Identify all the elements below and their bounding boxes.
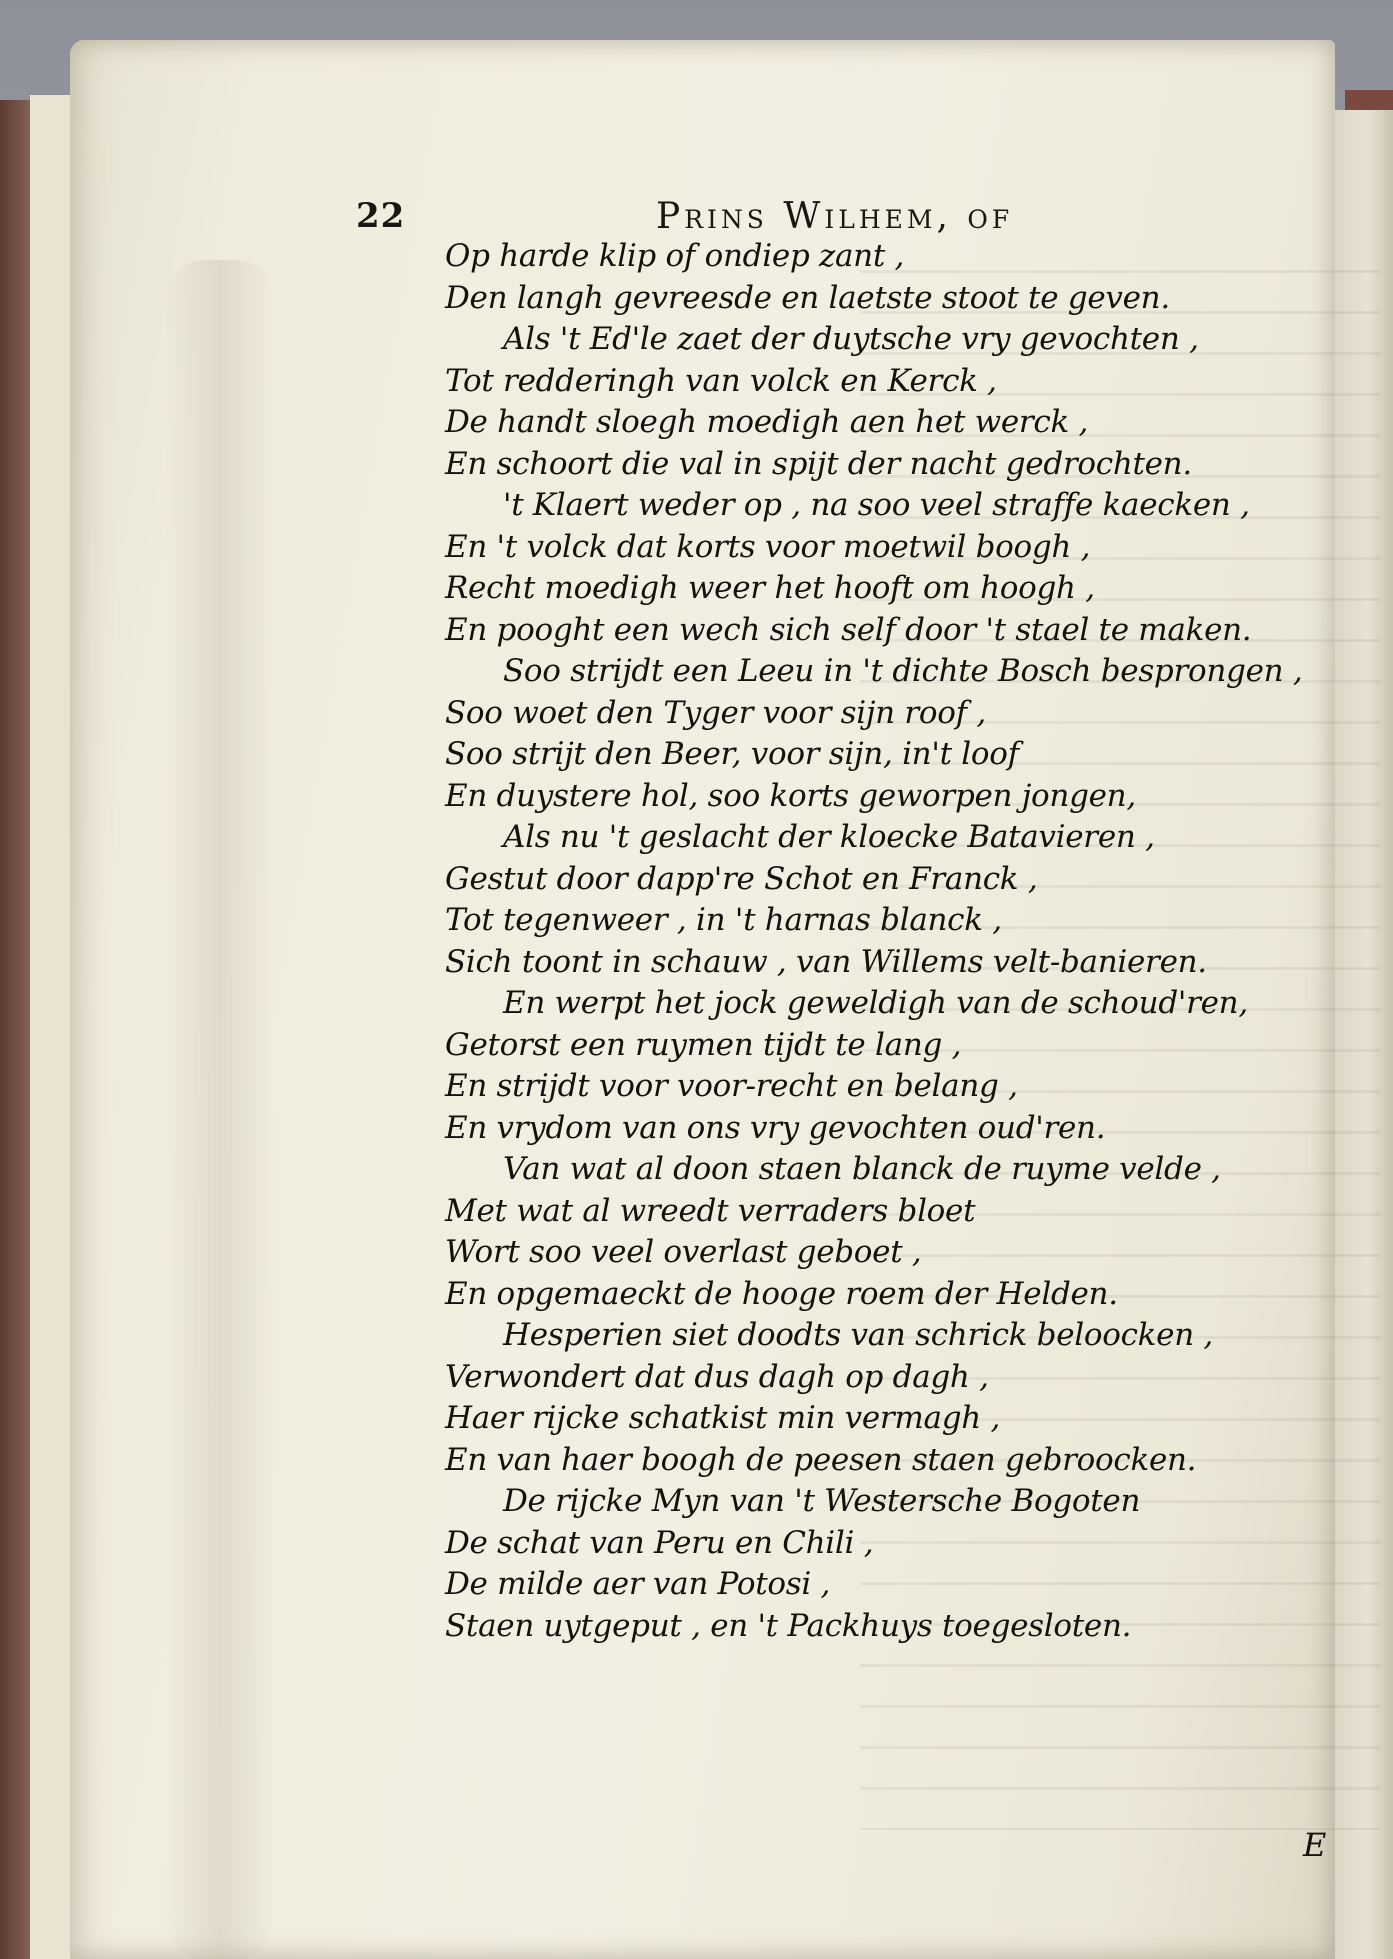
- poem-line: Soo strijdt een Leeu in 't dichte Bosch besprongen ,: [503, 653, 1303, 689]
- running-head: Prins Wilhem, of: [656, 196, 1014, 237]
- catchword: E: [1303, 1826, 1327, 1864]
- poem-line: 't Klaert weder op , na soo veel straffe kaecken ,: [503, 487, 1250, 523]
- poem-line: Haer rijcke schatkist min vermagh ,: [445, 1400, 1001, 1436]
- poem-line: Van wat al doon staen blanck de ruyme velde ,: [503, 1151, 1221, 1187]
- poem-line: En werpt het jock geweldigh van de schoud'ren,: [503, 985, 1248, 1021]
- poem-line: Verwondert dat dus dagh op dagh ,: [445, 1358, 989, 1395]
- poem-line: En strijdt voor voor-recht en belang ,: [445, 1068, 1018, 1104]
- poem-line: Als 't Ed'le zaet der duytsche vry gevochten ,: [503, 321, 1199, 357]
- poem-body: [445, 236, 1315, 1647]
- poem-line: En van haer boogh de peesen staen gebroocken.: [445, 1441, 1197, 1478]
- poem-line: En schoort die val in spijt der nacht gedrochten.: [445, 445, 1192, 482]
- poem-line: Den langh gevreesde en laetste stoot te geven.: [445, 279, 1170, 316]
- poem-line: En pooght een wech sich self door 't stael te maken.: [445, 611, 1252, 648]
- poem-line: Wort soo veel overlast geboet ,: [445, 1234, 922, 1270]
- poem-line: Als nu 't geslacht der kloecke Batavieren ,: [503, 819, 1155, 855]
- poem-line: Getorst een ruymen tijdt te lang ,: [445, 1026, 962, 1063]
- poem-line: Tot tegenweer , in 't harnas blanck ,: [445, 902, 1002, 938]
- poem-line: Hesperien siet doodts van schrick beloocken ,: [503, 1317, 1213, 1353]
- poem-line: Soo woet den Tyger voor sijn roof ,: [445, 694, 986, 731]
- poem-line: En 't volck dat korts voor moetwil boogh ,: [445, 528, 1091, 565]
- poem-line: De handt sloegh moedigh aen het werck ,: [445, 404, 1089, 440]
- poem-line: Op harde klip of ondiep zant ,: [445, 238, 905, 274]
- poem-line: De rijcke Myn van 't Westersche Bogoten: [503, 1483, 1141, 1519]
- poem-line: Staen uytgeput , en 't Packhuys toegesloten.: [445, 1607, 1132, 1644]
- poem-line: Soo strijt den Beer, voor sijn, in't loof: [445, 736, 1019, 772]
- poem-line: En opgemaeckt de hooge roem der Helden.: [445, 1275, 1118, 1312]
- poem-line: En vrydom van ons vry gevochten oud'ren.: [445, 1109, 1106, 1146]
- poem-line: De milde aer van Potosi ,: [445, 1566, 831, 1602]
- poem-line: Gestut door dapp're Schot en Franck ,: [445, 860, 1038, 897]
- poem-line: Met wat al wreedt verraders bloet: [445, 1192, 976, 1229]
- poem-line: De schat van Peru en Chili ,: [445, 1524, 874, 1561]
- poem-line: Sich toont in schauw , van Willems velt-banieren.: [445, 943, 1207, 980]
- page-fold-shadow: [165, 260, 275, 1959]
- poem-line: Recht moedigh weer het hooft om hoogh ,: [445, 570, 1095, 606]
- poem-line: Tot redderingh van volck en Kerck ,: [445, 362, 997, 399]
- page-number: 22: [356, 196, 406, 236]
- poem-line: En duystere hol, soo korts geworpen jongen,: [445, 777, 1136, 814]
